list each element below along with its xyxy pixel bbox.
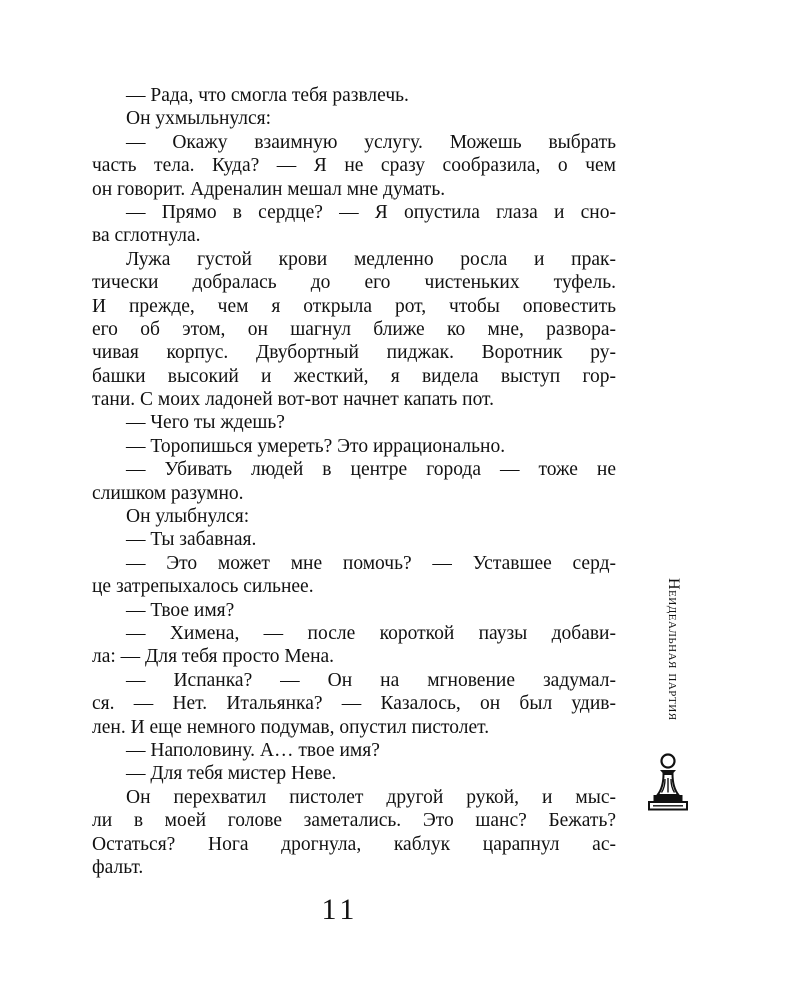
text-line: Он улыбнулся:: [126, 506, 250, 528]
text-line: — Чего ты ждешь?: [126, 412, 285, 434]
text-line: — Наполовину. А… твое имя?: [126, 739, 380, 761]
page-number: 11: [321, 893, 359, 926]
text-line: Он перехватил пистолет другой рукой, и мыс-: [126, 786, 616, 808]
text-line: ся. — Нет. Итальянка? — Казалось, он был удив-: [92, 693, 616, 715]
text-line: Он ухмыльнулся:: [126, 108, 272, 130]
text-line: Лужа густой крови медленно росла и прак-: [126, 248, 616, 270]
body-text: [92, 84, 616, 879]
running-title: Неидеальная партия: [665, 578, 682, 721]
text-line: — Для тебя мистер Неве.: [126, 763, 337, 785]
text-line: — Окажу взаимную услугу. Можешь выбрать: [126, 131, 616, 153]
text-line: — Рада, что смогла тебя развлечь.: [126, 85, 409, 106]
text-line: лен. И еще немного подумав, опустил пистолет.: [92, 716, 490, 738]
text-line: он говорит. Адреналин мешал мне думать.: [92, 178, 446, 200]
text-line: — Торопишься умереть? Это иррационально.: [126, 435, 506, 457]
text-line: башки высокий и жесткий, я видела выступ гор-: [92, 365, 616, 387]
text-line: тани. С моих ладоней вот-вот начнет капать пот.: [92, 389, 494, 411]
text-line: ва сглотнула.: [92, 225, 201, 247]
text-line: — Убивать людей в центре города — тоже не: [126, 459, 616, 481]
text-line: чивая корпус. Двубортный пиджак. Воротник ру-: [92, 342, 616, 364]
text-line: Остаться? Нога дрогнула, каблук царапнул ас-: [92, 833, 616, 855]
text-line: — Химена, — после короткой паузы добави-: [126, 622, 616, 644]
text-line: — Испанка? — Он на мгновение задумал-: [126, 669, 616, 691]
text-line: ли в моей голове заметались. Это шанс? Бежать?: [92, 810, 616, 832]
text-line: тически добралась до его чистеньких туфель.: [92, 272, 616, 294]
text-line: И прежде, чем я открыла рот, чтобы оповестить: [92, 295, 616, 317]
text-line: часть тела. Куда? — Я не сразу сообразила, о чем: [92, 155, 616, 177]
text-line: фальт.: [92, 856, 144, 878]
text-line: — Прямо в сердце? — Я опустила глаза и сно-: [126, 201, 616, 223]
text-line: — Это может мне помочь? — Уставшее серд-: [126, 552, 616, 574]
text-line: — Ты забавная.: [126, 529, 257, 551]
text-line: ла: — Для тебя просто Мена.: [92, 646, 335, 668]
chess-pawn-icon: [645, 752, 691, 812]
text-line: слишком разумно.: [92, 482, 244, 504]
text-line: его об этом, он шагнул ближе ко мне, развора-: [92, 318, 616, 340]
text-line: — Твое имя?: [126, 599, 235, 621]
text-line: це затрепыхалось сильнее.: [92, 576, 314, 598]
